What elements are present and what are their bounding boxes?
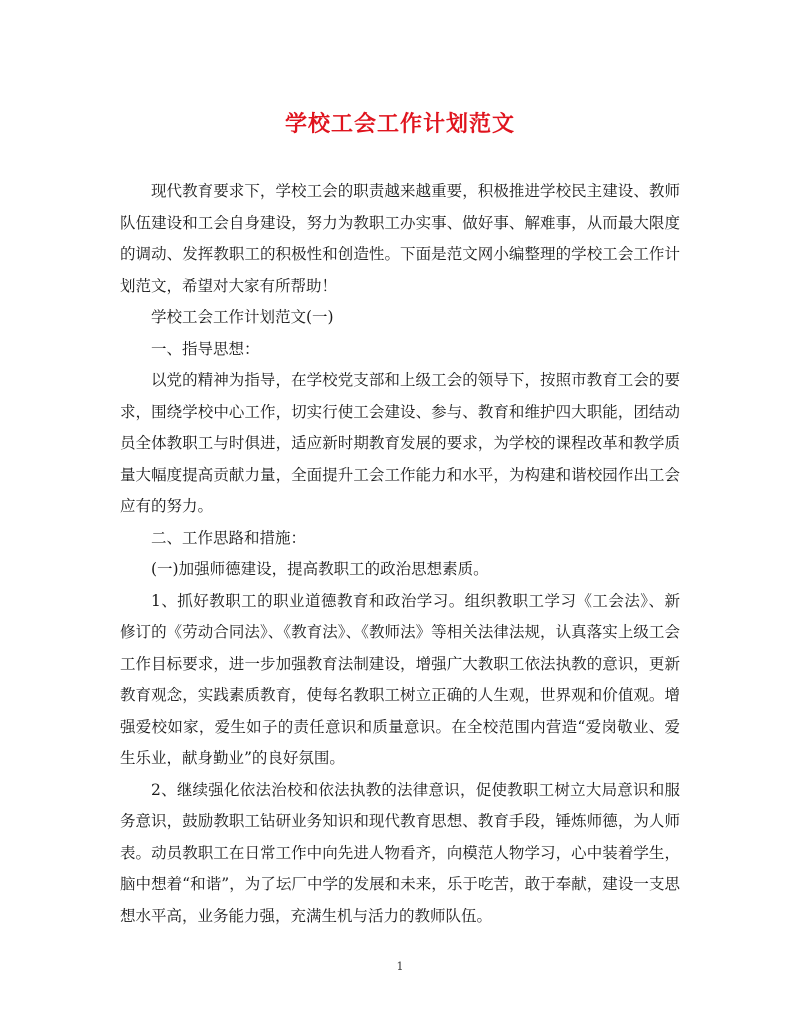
page-number: 1 [396,960,404,973]
paragraph-intro: 现代教育要求下，学校工会的职责越来越重要，积极推进学校民主建设、教师队伍建设和工会自身建设，努力为教职工办实事、做好事、解难事，从而最大限度的调动、发挥教职工的积极性和创造性。下面是范文网小编整理的学校工会工作计划范文，希望对大家有所帮助！ [120,182,680,295]
paragraph-guiding-text: 以党的精神为指导，在学校党支部和上级工会的领导下，按照市教育工会的要求，围绕学校中心工作，切实行使工会建设、参与、教育和维护四大职能，团结动员全体教职工与时俱进，适应新时期教育发展的要求，为学校的课程改革和教学质量大幅度提高贡献力量，全面提升工会工作能力和水平，为构建和谐校园作出工会应有的努力。 [120,371,680,515]
paragraph-item-1: 1、抓好教职工的职业道德教育和政治学习。组织教职工学习《工会法》、新修订的《劳动合同法》、《教育法》、《教师法》等相关法律法规，认真落实上级工会工作目标要求，进一步加强教育法制建设，增强广大教职工依法执教的意识，更新教育观念，实践素质教育，使每名教职工树立正确的人生观，世界观和价值观。增强爱校如家，爱生如子的责任意识和质量意识。在全校范围内营造“爱岗敬业、爱生乐业，献身勤业”的良好氛围。 [120,591,680,767]
paragraph-measures-heading: 二、工作思路和措施： [151,528,307,547]
paragraph-subheading-ethics: (一)加强师德建设，提高教职工的政治思想素质。 [151,560,489,578]
document-title: 学校工会工作计划范文 [284,111,515,137]
document-body [120,176,680,932]
paragraph-guiding-heading: 一、指导思想： [151,339,260,358]
paragraph-item-2: 2、继续强化依法治校和依法执教的法律意识，促使教职工树立大局意识和服务意识，鼓励教职工钻研业务知识和现代教育思想、教育手段，锤炼师德，为人师表。动员教职工在日常工作中向先进人物看齐，向模范人物学习，心中装着学生，脑中想着“和谐”，为了坛厂中学的发展和未来，乐于吃苦，敢于奉献，建设一支思想水平高，业务能力强，充满生机与活力的教师队伍。 [120,780,680,925]
paragraph-section-heading: 学校工会工作计划范文(一) [151,308,334,326]
